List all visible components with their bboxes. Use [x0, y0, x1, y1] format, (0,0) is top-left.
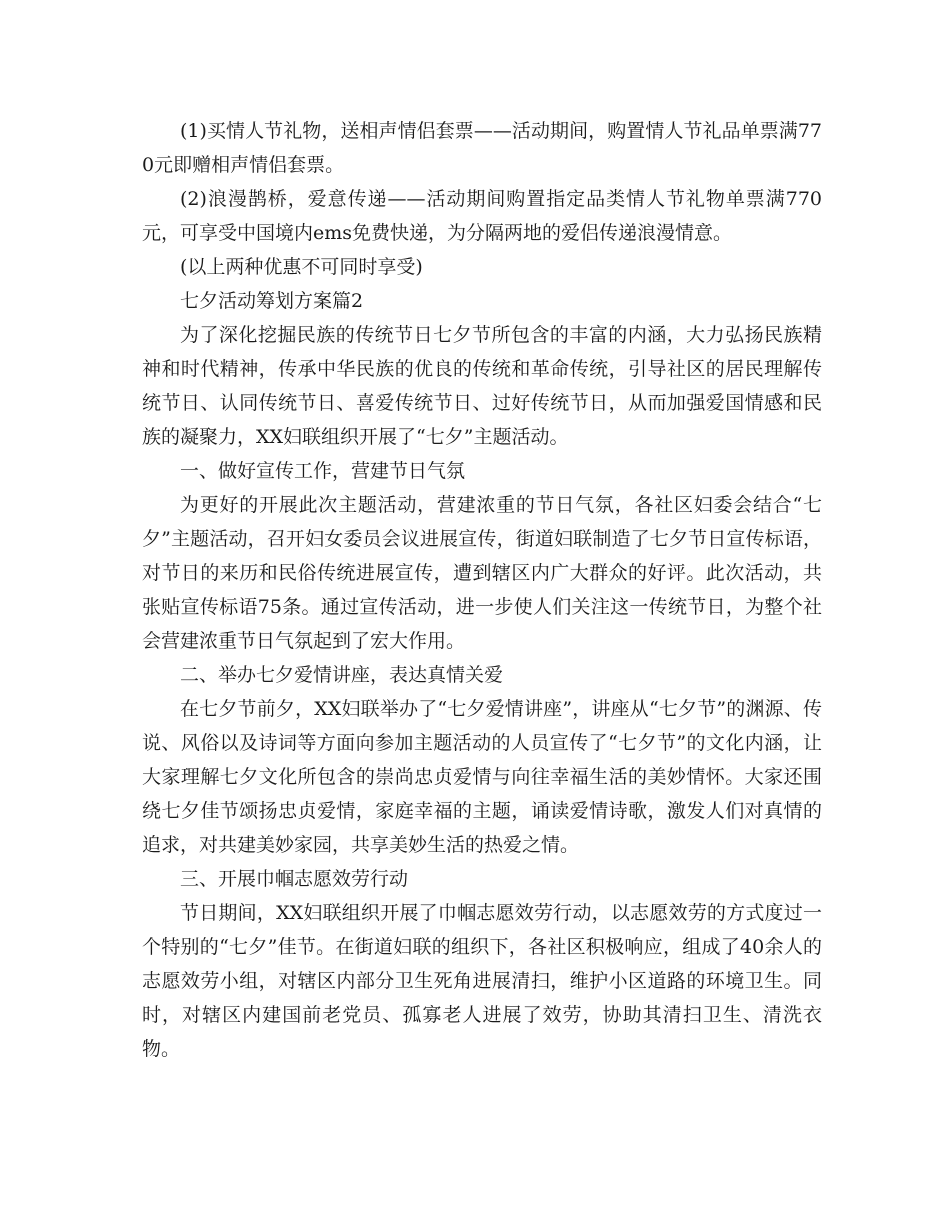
- paragraph-3: 节日期间，XX妇联组织开展了巾帼志愿效劳行动，以志愿效劳的方式度过一个特别的“七夕”佳节。在街道妇联的组织下，各社区积极响应，组成了40余人的志愿效劳小组，对辖区内部分卫生死角进展清扫，维护小区道路的环境卫生。同时，对辖区内建国前老党员、孤寡老人进展了效劳，协助其清扫卫生、清洗衣物。: [142, 902, 822, 1060]
- paragraph-offer-note: (以上两种优惠不可同时享受): [180, 256, 423, 278]
- heading-2: 二、举办七夕爱情讲座，表达真情关爱: [180, 664, 504, 686]
- paragraph-1: 为更好的开展此次主题活动，营建浓重的节日气氛，各社区妇委会结合“七夕”主题活动，召开妇女委员会议进展宣传，街道妇联制造了七夕节日宣传标语，对节日的来历和民俗传统进展宣传，遭到辖区内广大群众的好评。此次活动，共张贴宣传标语75条。通过宣传活动，进一步使人们关注这一传统节日，为整个社会营建浓重节日气氛起到了宏大作用。: [142, 494, 822, 652]
- heading-1: 一、做好宣传工作，营建节日气氛: [180, 460, 466, 482]
- paragraph-offer-1: (1)买情人节礼物，送相声情侣套票——活动期间，购置情人节礼品单票满770元即赠相声情侣套票。: [142, 120, 822, 176]
- paragraph-intro: 为了深化挖掘民族的传统节日七夕节所包含的丰富的内涵，大力弘扬民族精神和时代精神，传承中华民族的优良的传统和革命传统，引导社区的居民理解传统节日、认同传统节日、喜爱传统节日、过好传统节日，从而加强爱国情感和民族的凝聚力，XX妇联组织开展了“七夕”主题活动。: [142, 324, 822, 448]
- paragraph-2: 在七夕节前夕，XX妇联举办了“七夕爱情讲座”，讲座从“七夕节”的渊源、传说、风俗以及诗词等方面向参加主题活动的人员宣传了“七夕节”的文化内涵，让大家理解七夕文化所包含的崇尚忠贞爱情与向往幸福生活的美妙情怀。大家还围绕七夕佳节颂扬忠贞爱情，家庭幸福的主题，诵读爱情诗歌，激发人们对真情的追求，对共建美妙家园，共享美妙生活的热爱之情。: [142, 698, 822, 856]
- heading-3: 三、开展巾帼志愿效劳行动: [180, 868, 409, 890]
- document-body: [142, 114, 822, 1066]
- paragraph-offer-2: (2)浪漫鹊桥，爱意传递——活动期间购置指定品类情人节礼物单票满770元，可享受中国境内ems免费快递，为分隔两地的爱侣传递浪漫情意。: [142, 188, 822, 244]
- section-title: 七夕活动筹划方案篇2: [180, 290, 364, 312]
